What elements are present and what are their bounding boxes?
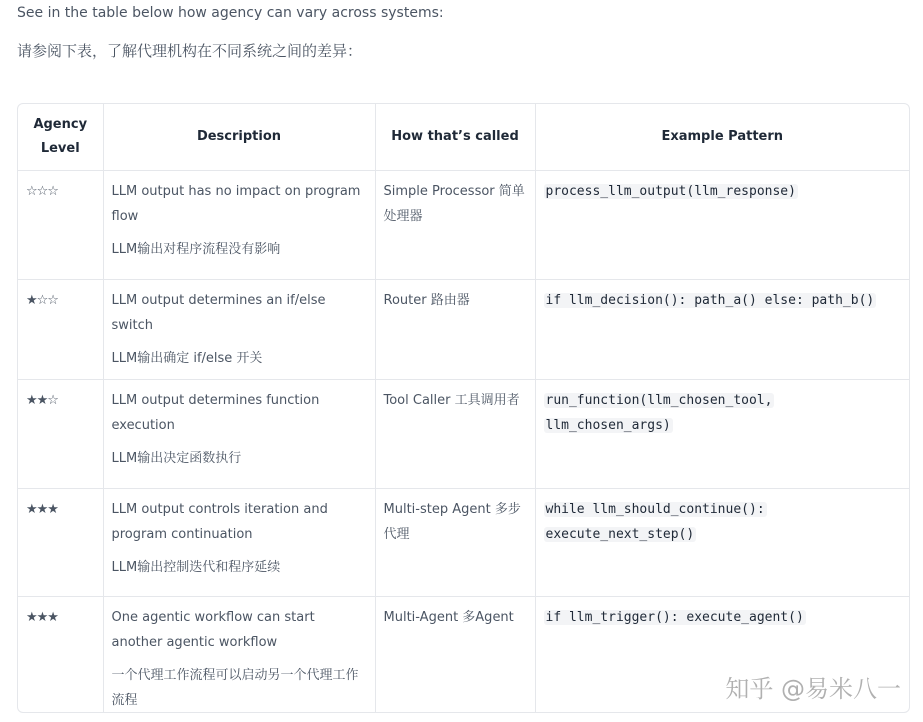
zhihu-watermark: 知乎 @易米八一 [725,675,901,703]
agency-level-stars: ★★☆ [18,380,103,489]
example-code: if llm_trigger(): execute_agent() [545,610,804,625]
column-header-agency-level: Agency Level [18,104,103,171]
description-cell [103,380,375,489]
table-row [18,489,909,597]
example-code: process_llm_output(llm_response) [545,184,796,199]
description-en: LLM output controls iteration and program continuation [111,502,328,542]
called-cell: Multi-Agent 多Agent [375,597,535,714]
table-row [18,280,909,380]
description-zh: 一个代理工作流程可以启动另一个代理工作流程 [111,668,359,708]
called-cell: Simple Processor 简单处理器 [375,171,535,280]
column-header-description: Description [103,104,375,171]
called-cell: Tool Caller 工具调用者 [375,380,535,489]
description-en: LLM output determines function execution [111,393,320,433]
description-en: LLM output determines an if/else switch [111,293,326,333]
description-cell [103,171,375,280]
table-header-row [18,104,909,171]
description-cell [103,280,375,380]
description-zh: LLM输出对程序流程没有影响 [111,242,281,257]
agency-level-stars: ★☆☆ [18,280,103,380]
description-zh: LLM输出确定 if/else 开关 [111,351,263,366]
description-en: One agentic workflow can start another agentic workflow [111,610,315,650]
agency-table [18,104,909,713]
description-en: LLM output has no impact on program flow [111,184,361,224]
example-code: if llm_decision(): path_a() else: path_b() [545,293,875,308]
intro-text-zh: 请参阅下表，了解代理机构在不同系统之间的差异： [17,42,363,60]
table-row [18,380,909,489]
example-code: while llm_should_continue(): execute_next_step() [545,502,765,542]
agency-table-container [17,103,910,713]
agency-level-stars: ☆☆☆ [18,171,103,280]
agency-level-stars: ★★★ [18,597,103,714]
example-cell [535,489,909,597]
column-header-how-called: How that’s called [375,104,535,171]
called-cell: Router 路由器 [375,280,535,380]
example-cell [535,380,909,489]
description-zh: LLM输出控制迭代和程序延续 [111,560,281,575]
agency-level-stars: ★★★ [18,489,103,597]
description-zh: LLM输出决定函数执行 [111,451,242,466]
example-code: run_function(llm_chosen_tool, llm_chosen_args) [545,393,773,433]
description-cell [103,597,375,714]
table-row [18,171,909,280]
called-cell: Multi-step Agent 多步代理 [375,489,535,597]
intro-text-en: See in the table below how agency can vary across systems: [17,5,444,21]
example-cell [535,280,909,380]
description-cell [103,489,375,597]
column-header-example-pattern: Example Pattern [535,104,909,171]
example-cell [535,171,909,280]
